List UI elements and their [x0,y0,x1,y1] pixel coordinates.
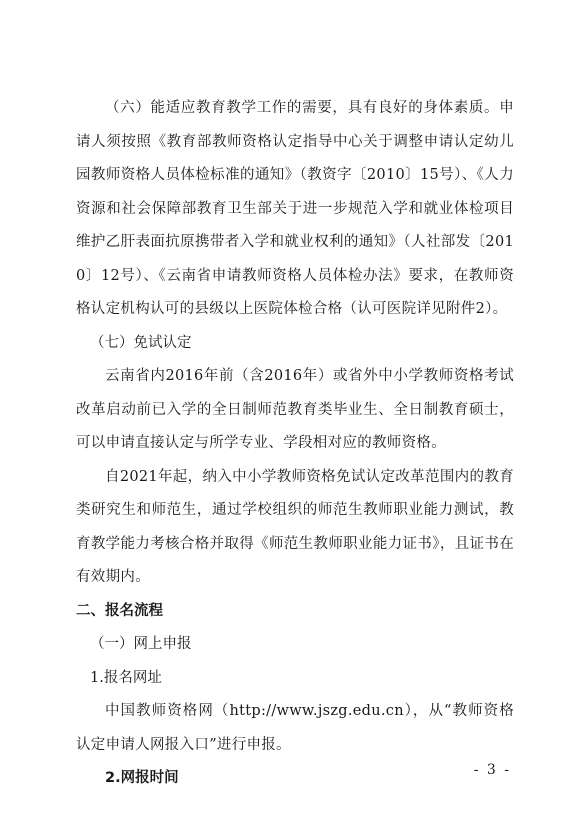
paragraph-direct-certification: 云南省内2016年前（含2016年）或省外中小学教师资格考试改革启动前已入学的全日制师范教育类毕业生、全日制教育硕士，可以申请直接认定与所学专业、学段相对应的教师资格。 [76,368,514,451]
page-number: - 3 - [473,762,511,778]
subsection-online-application: （一）网上申报 [90,636,192,652]
document-body [76,92,514,796]
item-registration-time: 2.网报时间 [105,770,179,786]
paragraph-2021-reform: 自2021年起，纳入中小学教师资格免试认定改革范围内的教育类研究生和师范生，通过学校组织的师范生教师职业能力测试，教育教学能力考核合格并取得《师范生教师职业能力证书》，且证书在有效期内。 [76,468,514,585]
section-heading-registration: 二、报名流程 [76,602,163,619]
paragraph-health-requirement: （六）能适应教育教学工作的需要，具有良好的身体素质。申请人须按照《教育部教师资格认定指导中心关于调整申请认定幼儿园教师资格人员体检标准的通知》（教资字〔2010〕15号）、《人力资源和社会保障部教育卫生部关于进一步规范入学和就业体检项目维护乙肝表面抗原携带者入学和就业权利的通知》（人社部发〔2010〕12号）、《云南省申请教师资格人员体检办法》要求，在教师资格认定机构认可的县级以上医院体检合格（认可医院详见附件2）。 [76,100,514,317]
item-registration-url: 1.报名网址 [90,669,162,686]
subsection-exemption: （七）免试认定 [90,334,192,351]
paragraph-url-instructions: 中国教师资格网（http://www.jszg.edu.cn），从“教师资格认定申请人网报入口”进行申报。 [76,703,514,753]
